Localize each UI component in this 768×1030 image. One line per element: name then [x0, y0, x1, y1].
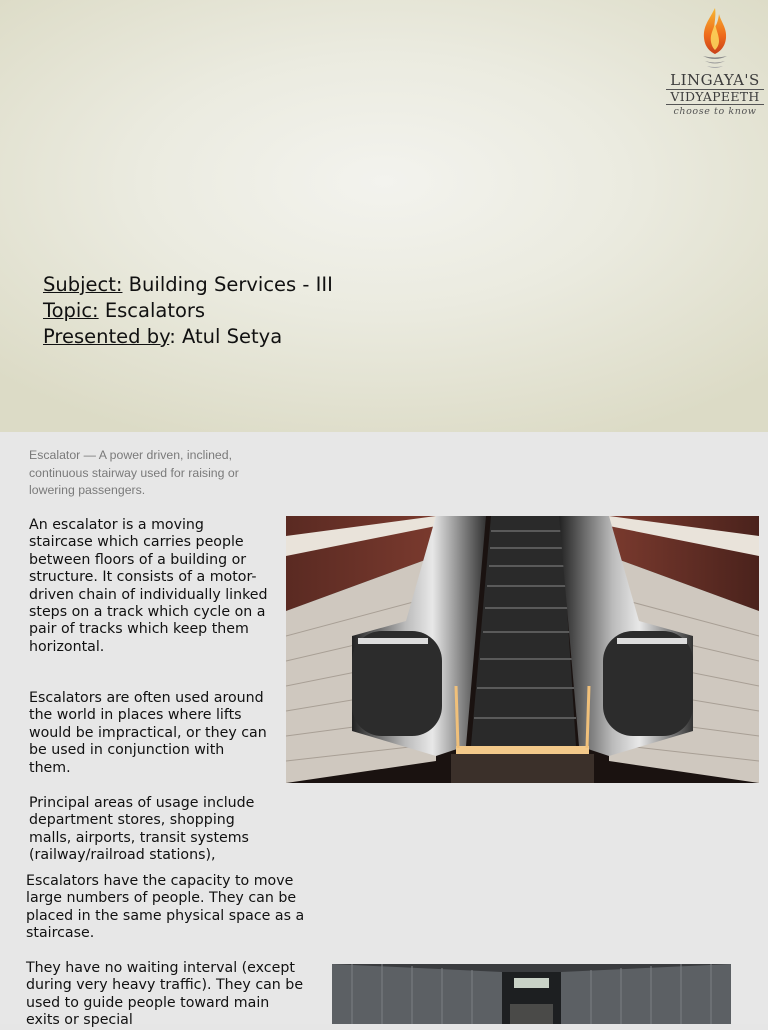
paragraph-areas: Principal areas of usage include department stores, shopping malls, airports, transit systems (railway/railroad stations), — [29, 795, 255, 864]
topic-line — [43, 298, 333, 324]
title-slide — [0, 0, 768, 432]
logo-name-line1: LINGAYA'S — [670, 71, 760, 89]
subject-value: Building Services - III — [122, 273, 333, 296]
content-slide — [0, 432, 768, 1029]
subject-label: Subject: — [43, 273, 123, 296]
institution-logo — [662, 6, 768, 128]
escalator-tunnel-photo — [332, 964, 731, 1024]
definition-caption: Escalator — A power driven, inclined, continuous stairway used for raising or lowering passengers. — [29, 448, 239, 497]
escalator-photo — [286, 516, 759, 783]
topic-label: Topic: — [43, 299, 99, 322]
presenter-value: : Atul Setya — [169, 325, 283, 348]
logo-name-line2: VIDYAPEETH — [666, 89, 764, 105]
subject-line — [43, 272, 333, 298]
topic-value: Escalators — [98, 299, 206, 322]
paragraph-intro: An escalator is a moving staircase which carries people between floors of a building or structure. It consists of a motor-driven chain of individually linked steps on a track which cycle on a pair of tracks which keep them horizontal. — [29, 517, 268, 655]
paragraph-capacity: Escalators have the capacity to move large numbers of people. They can be placed in the same physical space as a staircase. — [26, 873, 305, 942]
title-block — [43, 272, 333, 350]
logo-tagline: choose to know — [673, 106, 757, 117]
flame-icon — [695, 6, 735, 72]
presenter-line — [43, 324, 333, 350]
paragraph-waiting: They have no waiting interval (except during very heavy traffic). They can be used to guide people toward main exits or special — [26, 960, 304, 1029]
presenter-label: Presented by — [43, 325, 170, 348]
paragraph-usage: Escalators are often used around the world in places where lifts would be impractical, or they can be used in conjunction with them. — [29, 690, 267, 776]
